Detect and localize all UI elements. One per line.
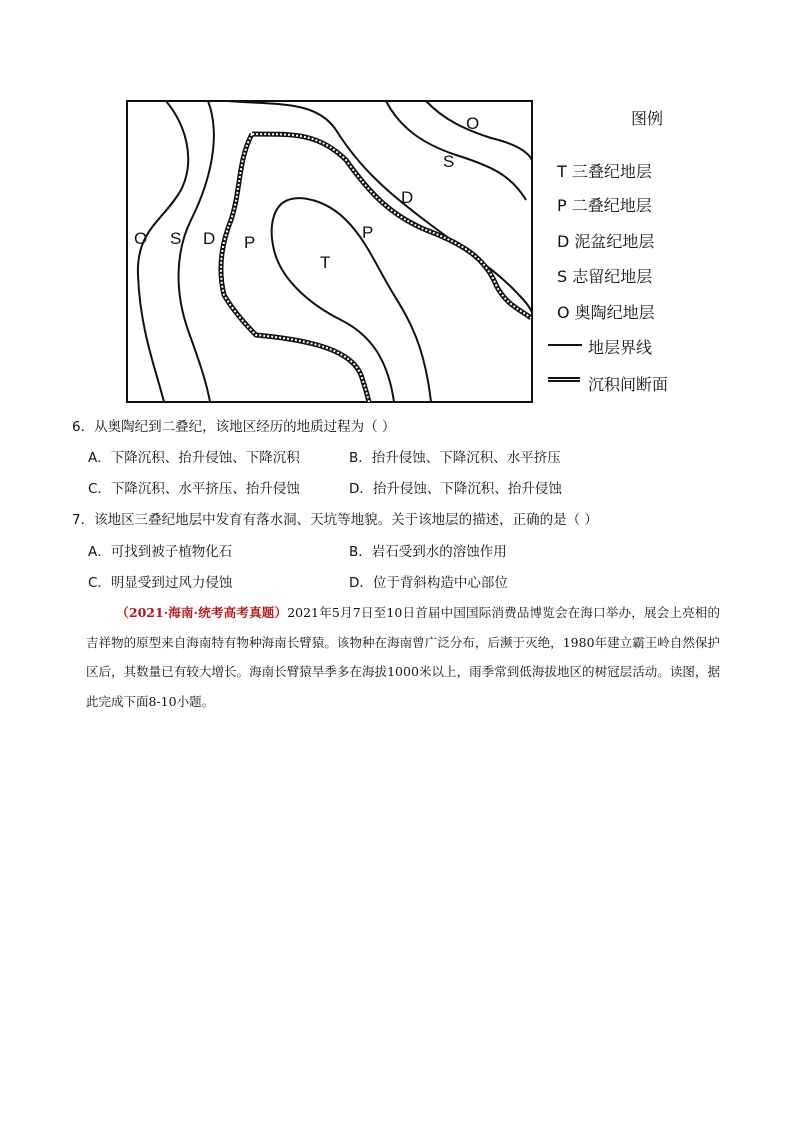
legend-item-devonian: D 泥盆纪地层 bbox=[557, 232, 655, 251]
reading-passage bbox=[86, 598, 720, 716]
map-label-t-center: T bbox=[320, 253, 331, 272]
map-label-o-left: O bbox=[134, 229, 148, 248]
question-6-option-c: C．下降沉积、水平挤压、抬升侵蚀 bbox=[88, 481, 300, 497]
map-label-s-left: S bbox=[170, 229, 182, 248]
geologic-map-drawing bbox=[126, 100, 533, 403]
question-6-stem: 6．从奥陶纪到二叠纪，该地区经历的地质过程为（ ） bbox=[72, 419, 396, 435]
legend-boundary-label: 地层界线 bbox=[588, 338, 653, 357]
map-label-d-left: D bbox=[203, 229, 216, 248]
legend-unconformity-symbol bbox=[548, 377, 580, 382]
map-label-p-right: P bbox=[362, 223, 374, 242]
legend-item-permian: P 二叠纪地层 bbox=[557, 196, 652, 215]
map-label-d-mid: D bbox=[401, 188, 414, 207]
question-6-option-d: D．抬升侵蚀、下降沉积、抬升侵蚀 bbox=[349, 481, 562, 497]
question-7-option-b: B．岩石受到水的溶蚀作用 bbox=[349, 544, 507, 560]
legend-item-ordovician: O 奥陶纪地层 bbox=[557, 303, 655, 322]
legend-boundary-line-symbol bbox=[548, 344, 582, 346]
question-6-option-b: B．抬升侵蚀、下降沉积、水平挤压 bbox=[349, 450, 561, 466]
passage-source: （2021·海南·统考高考真题） bbox=[116, 605, 288, 620]
question-7-option-c: C．明显受到过风力侵蚀 bbox=[88, 575, 233, 591]
question-7-option-d: D．位于背斜构造中心部位 bbox=[349, 575, 508, 591]
map-label-s-mid: S bbox=[443, 152, 455, 171]
question-6-option-a: A．下降沉积、抬升侵蚀、下降沉积 bbox=[88, 450, 300, 466]
question-7-option-a: A．可找到被子植物化石 bbox=[88, 544, 233, 560]
geologic-map bbox=[126, 100, 533, 403]
passage-text: 2021年5月7日至10日首届中国国际消费品博览会在海口举办，展会上亮相的吉祥物的原型来自海南特有物种海南长臂猿。该物种在海南曾广泛分布，后濒于灭绝，1980年建立霸王岭自然保护区后，其数量已有较大增长。海南长臂猿旱季多在海拔1000米以上，雨季常到低海拔地区的树冠层活动。读图，据此完成下面8-10小题。 bbox=[86, 605, 720, 709]
legend-item-silurian: S 志留纪地层 bbox=[557, 267, 653, 286]
legend-title: 图例 bbox=[631, 109, 664, 128]
question-7-stem: 7．该地区三叠纪地层中发育有落水洞、天坑等地貌。关于该地层的描述，正确的是（ ） bbox=[72, 512, 598, 528]
legend-item-triassic: T 三叠纪地层 bbox=[557, 162, 652, 181]
map-label-o-top: O bbox=[466, 114, 480, 133]
map-label-p-left: P bbox=[244, 233, 256, 252]
legend-unconformity-label: 沉积间断面 bbox=[588, 375, 669, 394]
